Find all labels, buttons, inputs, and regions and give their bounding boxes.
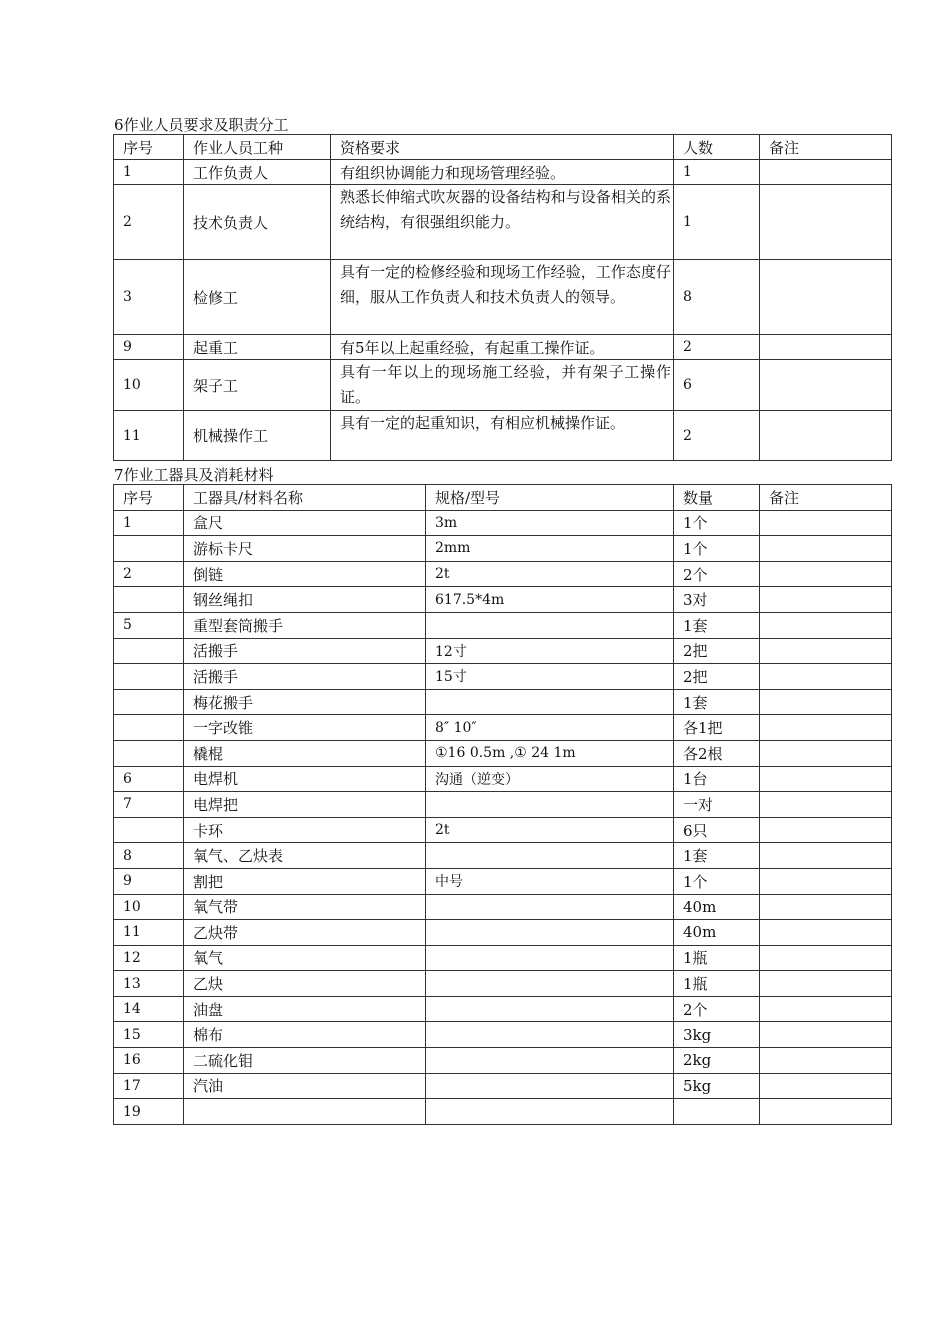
worker-count: 1 [674, 185, 760, 260]
remark [760, 817, 892, 843]
item-name: 棉布 [184, 1022, 426, 1048]
row-number: 11 [114, 411, 184, 461]
item-spec [426, 843, 674, 869]
worker-count: 6 [674, 360, 760, 411]
column-header: 备注 [760, 135, 892, 160]
row-number: 3 [114, 260, 184, 335]
item-quantity: 1瓶 [674, 971, 760, 997]
table-row [114, 160, 892, 185]
column-header: 序号 [114, 135, 184, 160]
remark [760, 1073, 892, 1099]
item-quantity: 1套 [674, 843, 760, 869]
item-name: 盒尺 [184, 510, 426, 536]
remark [760, 260, 892, 335]
item-name: 一字改锥 [184, 715, 426, 741]
remark [760, 185, 892, 260]
item-quantity: 2kg [674, 1048, 760, 1074]
item-name: 游标卡尺 [184, 536, 426, 562]
item-quantity: 2个 [674, 561, 760, 587]
remark [760, 971, 892, 997]
table-row [114, 1022, 892, 1048]
row-number: 13 [114, 971, 184, 997]
remark [760, 920, 892, 946]
table-header-row [114, 135, 892, 160]
remark [760, 612, 892, 638]
remark [760, 1099, 892, 1125]
table-row [114, 920, 892, 946]
item-spec [426, 612, 674, 638]
item-name: 活搬手 [184, 664, 426, 690]
row-number: 7 [114, 792, 184, 818]
row-number [114, 664, 184, 690]
item-spec: 中号 [426, 868, 674, 894]
remark [760, 868, 892, 894]
item-quantity: 1个 [674, 536, 760, 562]
table-row [114, 185, 892, 260]
table-row [114, 536, 892, 562]
table-row [114, 894, 892, 920]
table-row [114, 817, 892, 843]
item-quantity: 各1把 [674, 715, 760, 741]
item-spec: 沟通（逆变） [426, 766, 674, 792]
row-number: 1 [114, 160, 184, 185]
item-name: 氧气、乙炔表 [184, 843, 426, 869]
column-header: 作业人员工种 [184, 135, 331, 160]
table-row [114, 945, 892, 971]
table-row [114, 1073, 892, 1099]
remark [760, 561, 892, 587]
remark [760, 664, 892, 690]
row-number: 9 [114, 868, 184, 894]
item-name: 钢丝绳扣 [184, 587, 426, 613]
table-row [114, 689, 892, 715]
item-name: 油盘 [184, 996, 426, 1022]
item-spec [426, 971, 674, 997]
item-quantity: 1个 [674, 510, 760, 536]
remark [760, 411, 892, 461]
remark [760, 945, 892, 971]
worker-count: 2 [674, 335, 760, 360]
worker-type: 架子工 [184, 360, 331, 411]
row-number: 12 [114, 945, 184, 971]
row-number: 10 [114, 894, 184, 920]
item-quantity: 1套 [674, 612, 760, 638]
item-quantity: 40m [674, 894, 760, 920]
remark [760, 894, 892, 920]
row-number [114, 715, 184, 741]
item-name: 乙炔 [184, 971, 426, 997]
table-row [114, 715, 892, 741]
table-row [114, 360, 892, 411]
table-row [114, 843, 892, 869]
item-spec [426, 1022, 674, 1048]
item-name: 重型套筒搬手 [184, 612, 426, 638]
row-number: 1 [114, 510, 184, 536]
column-header: 备注 [760, 485, 892, 511]
table-row [114, 638, 892, 664]
item-spec [426, 945, 674, 971]
table-row [114, 612, 892, 638]
column-header: 序号 [114, 485, 184, 511]
row-number [114, 689, 184, 715]
row-number: 8 [114, 843, 184, 869]
item-name: 橇棍 [184, 740, 426, 766]
row-number [114, 587, 184, 613]
table-row [114, 411, 892, 461]
remark [760, 740, 892, 766]
item-spec [426, 920, 674, 946]
qualification-requirement: 熟悉长伸缩式吹灰器的设备结构和与设备相关的系统结构，有很强组织能力。 [331, 185, 674, 260]
item-quantity: 3kg [674, 1022, 760, 1048]
section-7-title: 7作业工器具及消耗材料 [114, 466, 274, 484]
row-number [114, 817, 184, 843]
item-spec: 617.5*4m [426, 587, 674, 613]
item-name: 梅花搬手 [184, 689, 426, 715]
table-row [114, 1099, 892, 1125]
remark [760, 843, 892, 869]
worker-type: 工作负责人 [184, 160, 331, 185]
tools-materials-table [113, 484, 892, 1125]
item-name: 电焊机 [184, 766, 426, 792]
remark [760, 996, 892, 1022]
item-name: 氧气带 [184, 894, 426, 920]
worker-count: 8 [674, 260, 760, 335]
table-row [114, 510, 892, 536]
item-spec: 12寸 [426, 638, 674, 664]
item-spec [426, 689, 674, 715]
item-name [184, 1099, 426, 1125]
row-number: 2 [114, 185, 184, 260]
row-number: 11 [114, 920, 184, 946]
row-number: 2 [114, 561, 184, 587]
row-number: 17 [114, 1073, 184, 1099]
remark [760, 1048, 892, 1074]
item-quantity: 1个 [674, 868, 760, 894]
item-quantity: 40m [674, 920, 760, 946]
row-number: 5 [114, 612, 184, 638]
remark [760, 536, 892, 562]
item-quantity: 2把 [674, 664, 760, 690]
row-number: 10 [114, 360, 184, 411]
table-row [114, 766, 892, 792]
item-name: 乙炔带 [184, 920, 426, 946]
item-quantity: 3对 [674, 587, 760, 613]
row-number: 14 [114, 996, 184, 1022]
item-spec: ①16 0.5m ,① 24 1m [426, 740, 674, 766]
table-row [114, 260, 892, 335]
remark [760, 792, 892, 818]
remark [760, 766, 892, 792]
item-quantity: 各2根 [674, 740, 760, 766]
remark [760, 638, 892, 664]
table-row [114, 1048, 892, 1074]
column-header: 规格/型号 [426, 485, 674, 511]
remark [760, 360, 892, 411]
item-name: 电焊把 [184, 792, 426, 818]
worker-type: 技术负责人 [184, 185, 331, 260]
item-spec: 2t [426, 817, 674, 843]
item-quantity: 5kg [674, 1073, 760, 1099]
item-quantity [674, 1099, 760, 1125]
item-spec [426, 894, 674, 920]
row-number: 15 [114, 1022, 184, 1048]
qualification-requirement: 具有一定的起重知识，有相应机械操作证。 [331, 411, 674, 461]
item-spec: 2mm [426, 536, 674, 562]
row-number [114, 638, 184, 664]
row-number: 6 [114, 766, 184, 792]
worker-type: 检修工 [184, 260, 331, 335]
table-row [114, 740, 892, 766]
section-6-title: 6作业人员要求及职责分工 [114, 116, 289, 134]
item-name: 割把 [184, 868, 426, 894]
item-quantity: 1瓶 [674, 945, 760, 971]
item-quantity: 1套 [674, 689, 760, 715]
table-row [114, 335, 892, 360]
item-quantity: 1台 [674, 766, 760, 792]
item-quantity: 一对 [674, 792, 760, 818]
table-row [114, 996, 892, 1022]
item-spec: 2t [426, 561, 674, 587]
staff-requirements-table [113, 134, 892, 461]
row-number: 9 [114, 335, 184, 360]
qualification-requirement: 有组织协调能力和现场管理经验。 [331, 160, 674, 185]
table-row [114, 868, 892, 894]
row-number [114, 740, 184, 766]
row-number: 16 [114, 1048, 184, 1074]
item-quantity: 2把 [674, 638, 760, 664]
remark [760, 689, 892, 715]
row-number [114, 536, 184, 562]
item-quantity: 2个 [674, 996, 760, 1022]
table-row [114, 971, 892, 997]
worker-type: 起重工 [184, 335, 331, 360]
qualification-requirement: 具有一定的检修经验和现场工作经验，工作态度仔细，服从工作负责人和技术负责人的领导。 [331, 260, 674, 335]
item-spec: 8″ 10″ [426, 715, 674, 741]
item-name: 二硫化钼 [184, 1048, 426, 1074]
remark [760, 1022, 892, 1048]
item-name: 活搬手 [184, 638, 426, 664]
table-row [114, 792, 892, 818]
item-spec: 3m [426, 510, 674, 536]
column-header: 数量 [674, 485, 760, 511]
worker-count: 1 [674, 160, 760, 185]
item-spec [426, 996, 674, 1022]
worker-count: 2 [674, 411, 760, 461]
table-row [114, 561, 892, 587]
remark [760, 510, 892, 536]
column-header: 人数 [674, 135, 760, 160]
table-row [114, 587, 892, 613]
table-row [114, 664, 892, 690]
item-spec [426, 792, 674, 818]
item-spec: 15寸 [426, 664, 674, 690]
qualification-requirement: 具有一年以上的现场施工经验，并有架子工操作证。 [331, 360, 674, 411]
item-spec [426, 1048, 674, 1074]
item-spec [426, 1073, 674, 1099]
qualification-requirement: 有5年以上起重经验，有起重工操作证。 [331, 335, 674, 360]
item-name: 氧气 [184, 945, 426, 971]
item-name: 倒链 [184, 561, 426, 587]
item-quantity: 6只 [674, 817, 760, 843]
table-header-row [114, 485, 892, 511]
item-name: 汽油 [184, 1073, 426, 1099]
item-name: 卡环 [184, 817, 426, 843]
remark [760, 587, 892, 613]
remark [760, 335, 892, 360]
row-number: 19 [114, 1099, 184, 1125]
remark [760, 160, 892, 185]
remark [760, 715, 892, 741]
item-spec [426, 1099, 674, 1125]
column-header: 工器具/材料名称 [184, 485, 426, 511]
worker-type: 机械操作工 [184, 411, 331, 461]
column-header: 资格要求 [331, 135, 674, 160]
